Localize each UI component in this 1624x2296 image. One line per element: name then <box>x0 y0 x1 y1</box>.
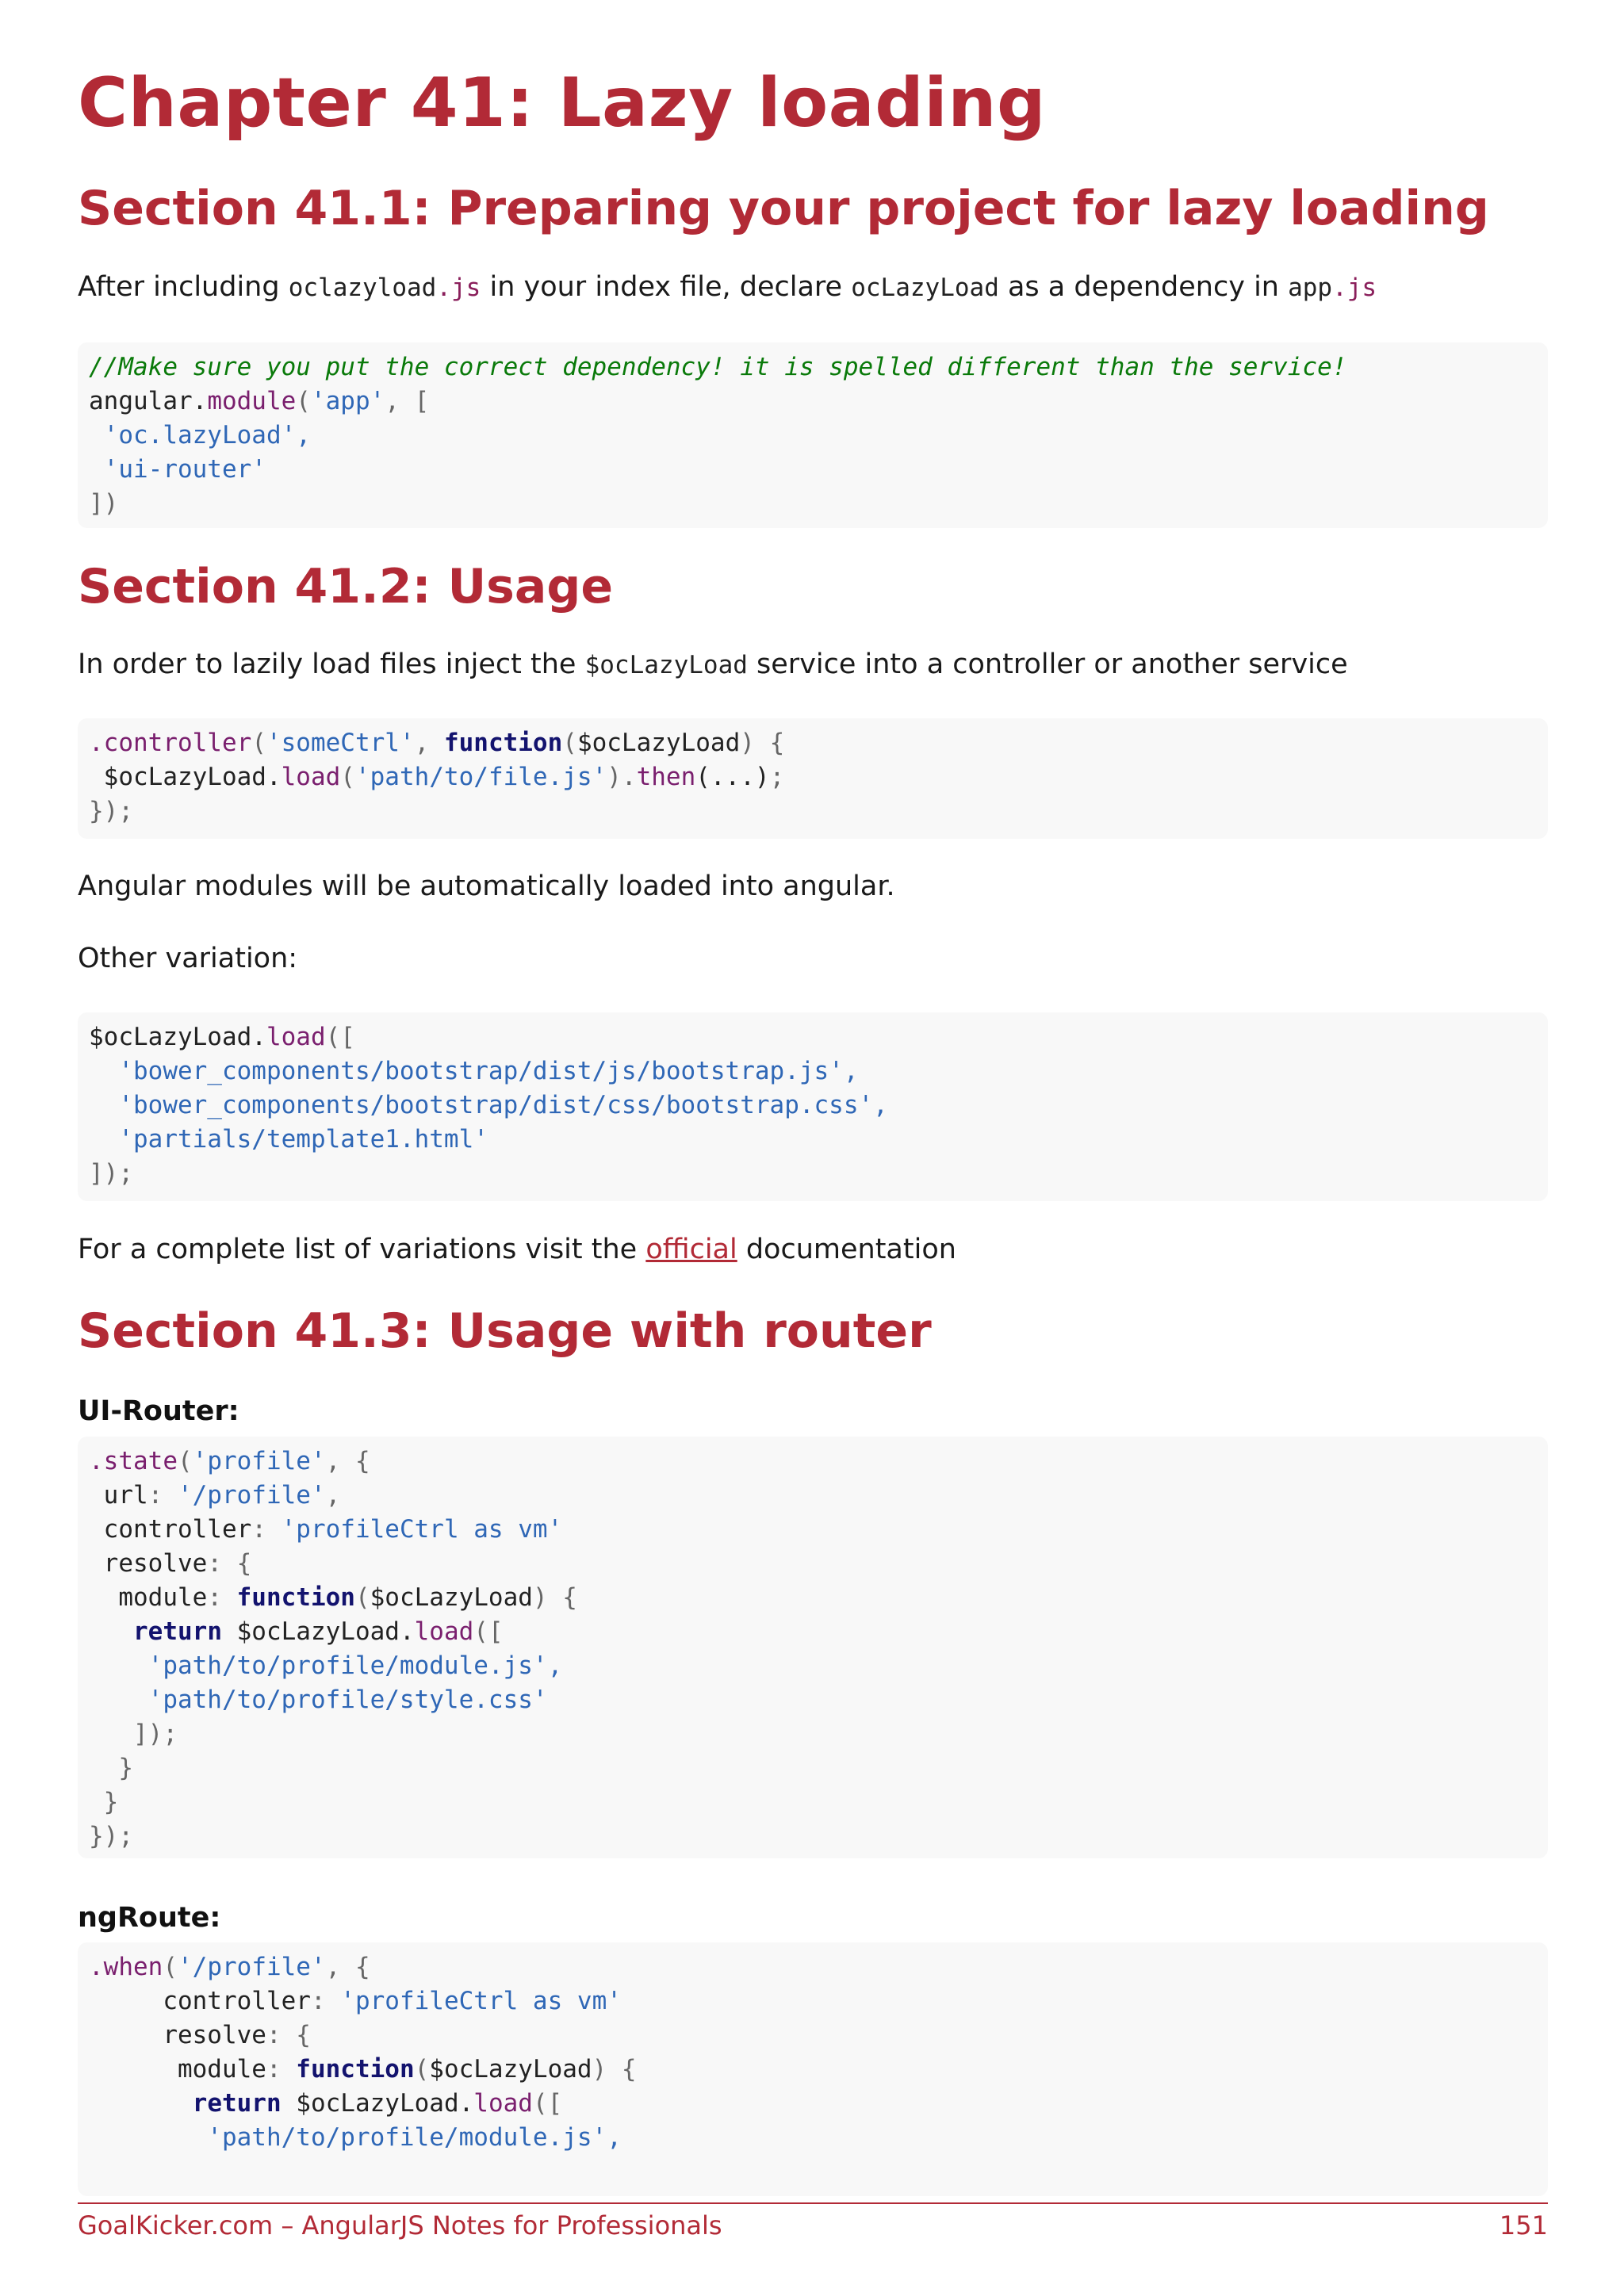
intro-text: in your index file, declare <box>481 271 852 303</box>
code-line: .controller('someCtrl', function($ocLazyLoad) { <box>89 729 785 757</box>
code-text <box>89 726 1537 828</box>
intro-text: After including <box>78 271 289 303</box>
code-line: ]) <box>89 489 119 518</box>
footer-divider <box>78 2202 1548 2204</box>
code-line: ]); <box>89 1159 133 1188</box>
intro-text: as a dependency in <box>998 271 1289 303</box>
section-title-41-1: Section 41.1: Preparing your project for lazy loading <box>78 181 1489 236</box>
code-line: .state('profile', { <box>89 1447 370 1475</box>
code-line: controller: 'profileCtrl as vm' <box>89 1515 563 1544</box>
code-block-ui-router <box>78 1437 1548 1858</box>
section-title-41-3: Section 41.3: Usage with router <box>78 1303 932 1359</box>
code-line: 'path/to/profile/module.js', <box>89 1651 563 1680</box>
code-text <box>89 350 1537 521</box>
code-line: module: function($ocLazyLoad) { <box>89 1583 577 1612</box>
section-title-41-2: Section 41.2: Usage <box>78 559 614 614</box>
code-line: resolve: { <box>89 1549 252 1578</box>
official-docs-link[interactable]: official <box>645 1234 737 1265</box>
code-line: }); <box>89 797 133 825</box>
code-line: }); <box>89 1822 133 1850</box>
page-number: 151 <box>1499 2210 1548 2241</box>
code-block-dependency <box>78 342 1548 528</box>
code-line: 'oc.lazyLoad', <box>89 421 311 450</box>
code-line: 'bower_components/bootstrap/dist/js/bootstrap.js', <box>89 1057 859 1085</box>
code-line: } <box>89 1788 119 1816</box>
code-line: controller: 'profileCtrl as vm' <box>89 1987 622 2015</box>
footer-source: GoalKicker.com – AngularJS Notes for Professionals <box>78 2210 722 2241</box>
inline-code-oclazyload: oclazyload.js <box>288 274 481 302</box>
paragraph-other-variation: Other variation: <box>78 943 298 974</box>
code-line: return $ocLazyLoad.load([ <box>192 2089 563 2118</box>
inline-code-service: $ocLazyLoad <box>584 651 748 679</box>
code-line: 'ui-router' <box>89 455 266 484</box>
code-line: url: '/profile', <box>89 1481 341 1510</box>
code-line: return $ocLazyLoad.load([ <box>133 1617 504 1646</box>
code-block-controller <box>78 718 1548 839</box>
code-line: .when('/profile', { <box>89 1953 370 1981</box>
code-line: $ocLazyLoad.load([ <box>89 1023 355 1051</box>
code-line: resolve: { <box>89 2021 311 2049</box>
code-text <box>89 1950 1537 2155</box>
inline-code-appjs: app.js <box>1288 274 1377 302</box>
code-line: angular.module('app', [ <box>89 387 430 415</box>
paragraph-complete-list: For a complete list of variations visit the official documentation <box>78 1234 956 1265</box>
code-line: 'path/to/profile/module.js', <box>89 2123 622 2152</box>
chapter-title: Chapter 41: Lazy loading <box>78 63 1047 143</box>
label-ngroute: ngRoute: <box>78 1902 221 1934</box>
code-line: 'bower_components/bootstrap/dist/css/bootstrap.css', <box>89 1091 888 1119</box>
paragraph-angular-modules: Angular modules will be automatically loaded into angular. <box>78 871 895 902</box>
code-block-ngroute <box>78 1942 1548 2196</box>
section-41-1-intro <box>78 271 1377 303</box>
code-line: 'partials/template1.html' <box>89 1125 488 1154</box>
code-line: module: function($ocLazyLoad) { <box>89 2055 637 2084</box>
code-line: $ocLazyLoad.load('path/to/file.js').then(...); <box>89 763 785 791</box>
code-text <box>89 1445 1537 1854</box>
code-line: } <box>89 1754 133 1782</box>
code-line: //Make sure you put the correct dependency! it is spelled different than the service! <box>89 353 1347 381</box>
section-41-2-intro: In order to lazily load files inject the $ocLazyLoad service into a controller or another service <box>78 649 1348 680</box>
inline-code-oclazyload-module: ocLazyLoad <box>851 274 999 302</box>
code-line: 'path/to/profile/style.css' <box>89 1686 548 1714</box>
code-text <box>89 1020 1537 1191</box>
code-block-variation <box>78 1012 1548 1201</box>
code-line: ]); <box>89 1720 178 1748</box>
label-ui-router: UI-Router: <box>78 1395 239 1427</box>
